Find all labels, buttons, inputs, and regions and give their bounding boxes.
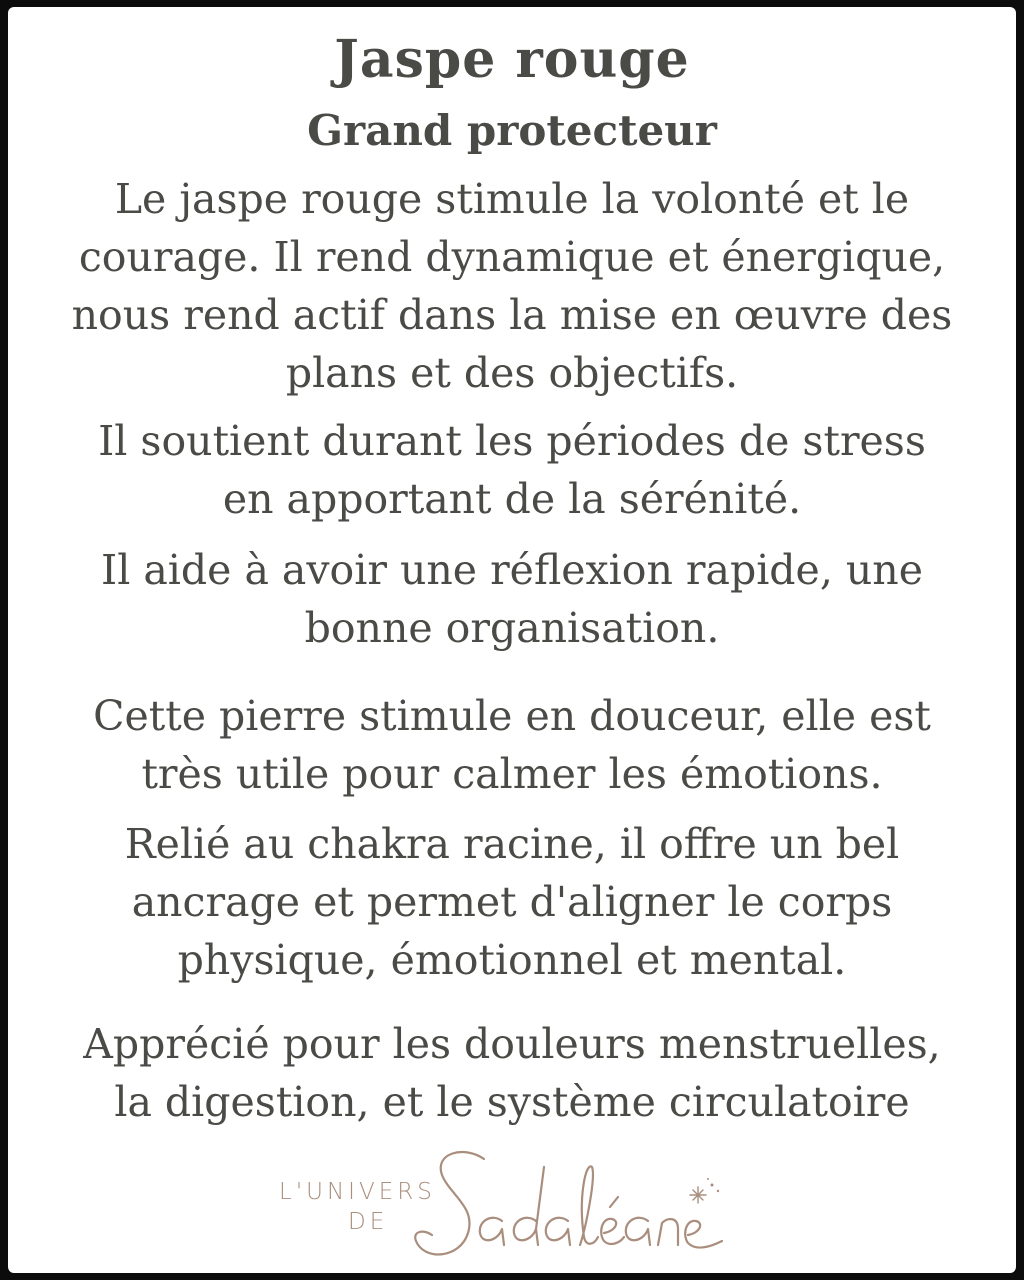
- info-card: [8, 7, 1016, 1273]
- paragraph-emotions: Cette pierre stimule en douceur, elle est très utile pour calmer les émotions.: [93, 692, 931, 798]
- page-subtitle: Grand protecteur: [307, 106, 717, 155]
- logo-text-de: DE: [348, 1209, 389, 1235]
- logo-text-univers: L'UNIVERS: [279, 1179, 436, 1205]
- paragraph-volonte: Le jaspe rouge stimule la volonté et le courage. Il rend dynamique et énergique, nous rend actif dans la mise en œuvre des plans et des objectifs.: [71, 175, 953, 397]
- logo-script-wordmark: [406, 1137, 756, 1277]
- paragraph-reflexion: Il aide à avoir une réflexion rapide, une bonne organisation.: [101, 546, 923, 652]
- paragraph-douleurs: Apprécié pour les douleurs menstruelles, la digestion, et le système circulatoire: [83, 1020, 941, 1126]
- paragraph-chakra: Relié au chakra racine, il offre un bel ancrage et permet d'aligner le corps physique, émotionnel et mental.: [124, 820, 900, 984]
- page-title: Jaspe rouge: [334, 29, 690, 90]
- paragraph-stress: Il soutient durant les périodes de stress en apportant de la sérénité.: [98, 417, 926, 523]
- brand-logo: [266, 1137, 766, 1277]
